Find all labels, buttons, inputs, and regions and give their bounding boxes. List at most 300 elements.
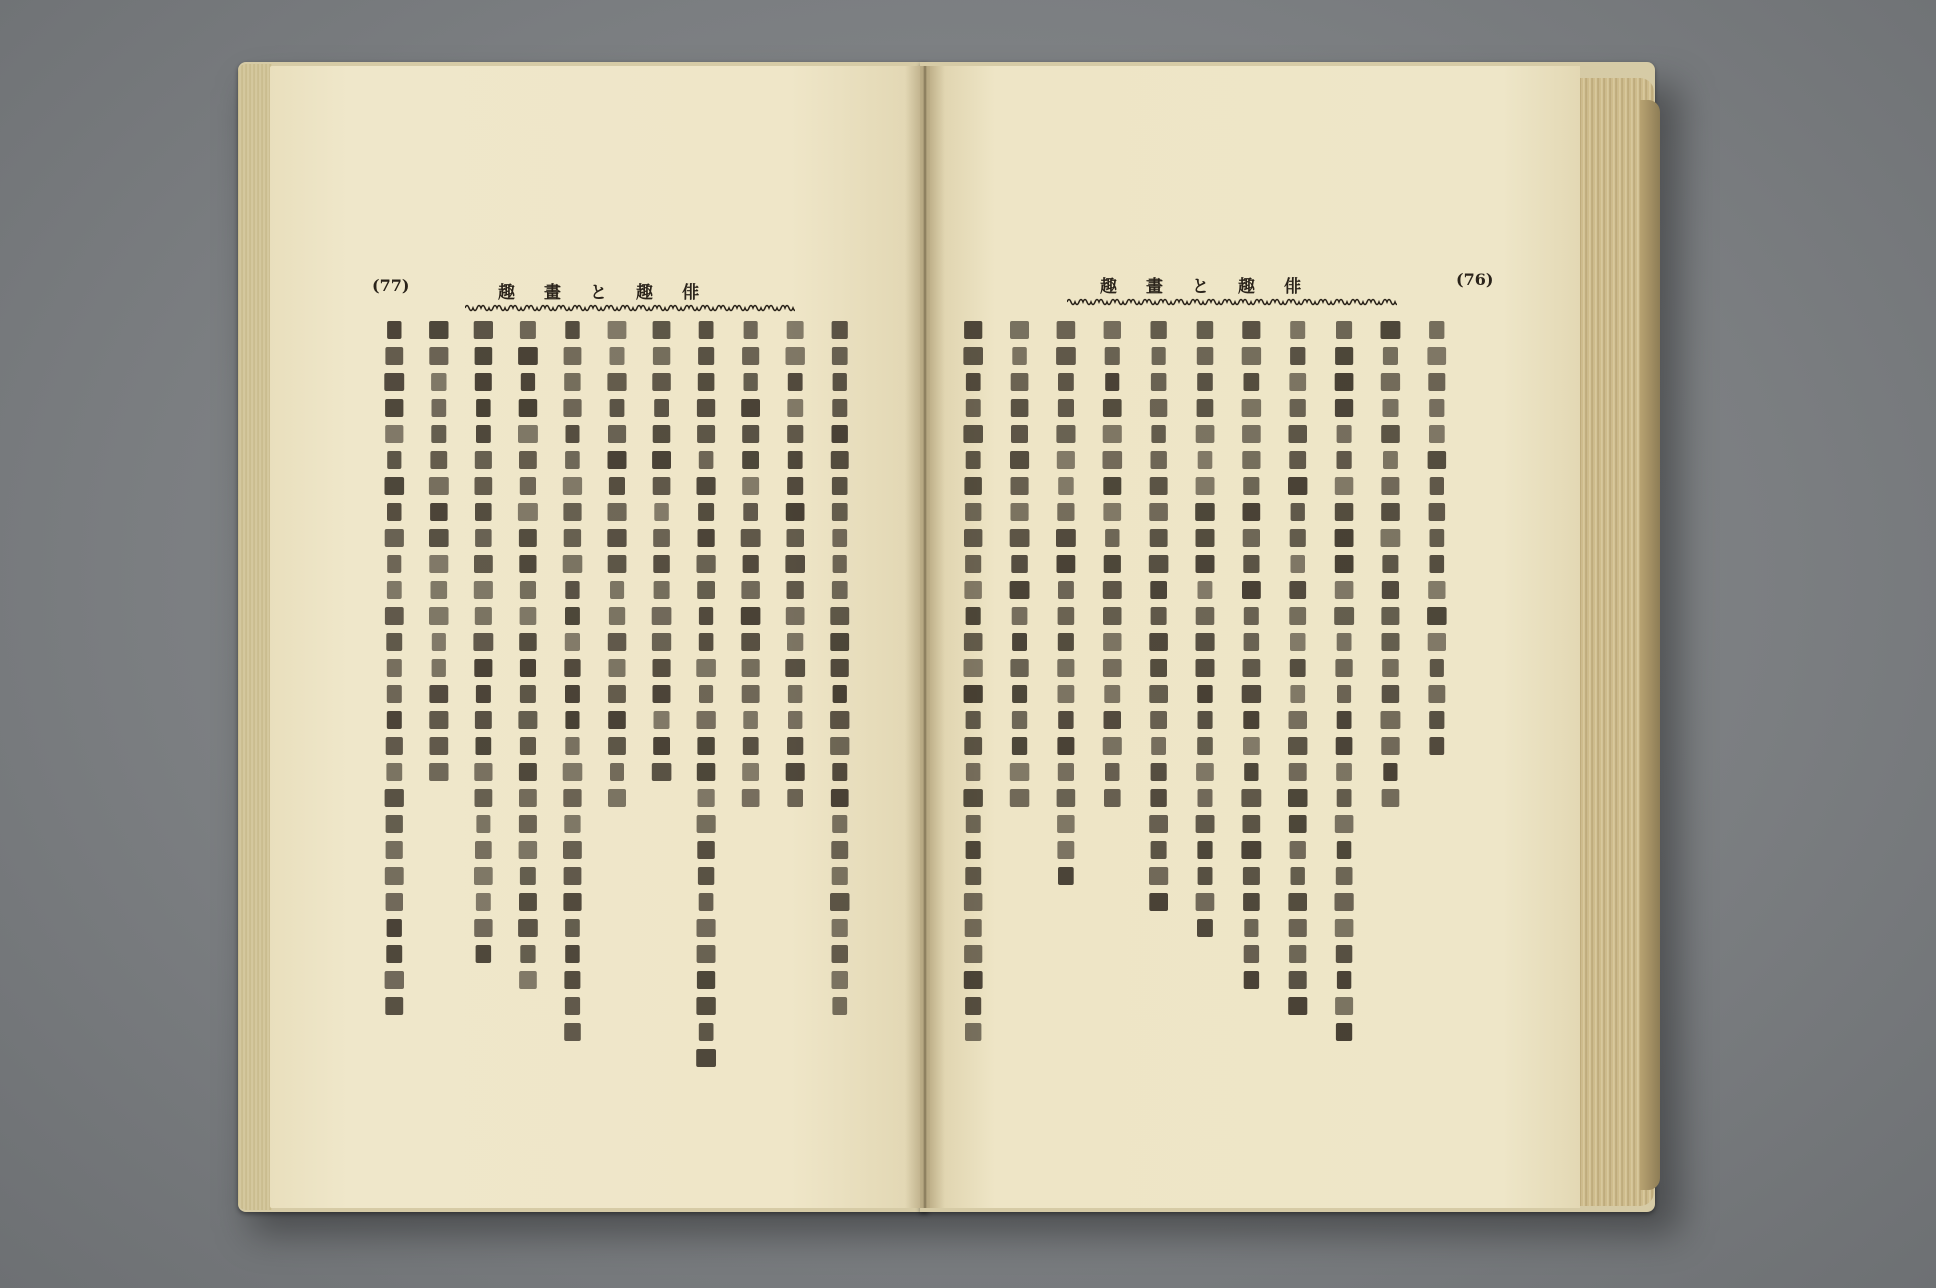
glyph-mark [1243, 503, 1261, 521]
glyph-mark [429, 347, 448, 365]
glyph-mark [832, 503, 848, 521]
glyph-mark [1150, 529, 1168, 547]
glyph-mark [1011, 373, 1029, 391]
glyph-mark [696, 997, 715, 1015]
glyph-mark [608, 633, 627, 651]
glyph-mark [387, 581, 402, 599]
glyph-mark [519, 633, 537, 651]
glyph-mark [1196, 659, 1215, 677]
glyph-mark [1104, 711, 1122, 729]
glyph-mark [564, 971, 580, 989]
glyph-mark [697, 555, 716, 573]
glyph-mark [475, 451, 492, 469]
glyph-mark [1383, 451, 1398, 469]
glyph-mark [429, 685, 448, 703]
glyph-mark [1243, 555, 1259, 573]
glyph-mark [964, 893, 983, 911]
glyph-mark [608, 685, 626, 703]
glyph-mark [563, 555, 583, 573]
glyph-mark [654, 711, 670, 729]
glyph-mark [830, 711, 849, 729]
glyph-mark [1289, 373, 1306, 391]
glyph-mark [608, 737, 626, 755]
glyph-mark [1105, 373, 1119, 391]
glyph-mark [697, 815, 716, 833]
glyph-mark [1335, 555, 1354, 573]
glyph-mark [1104, 789, 1121, 807]
glyph-mark [743, 555, 759, 573]
glyph-mark [653, 659, 671, 677]
glyph-mark [1056, 529, 1076, 547]
glyph-mark [1058, 867, 1074, 885]
text-column [696, 321, 716, 1067]
glyph-mark [520, 321, 536, 339]
glyph-mark [785, 555, 805, 573]
glyph-mark [565, 711, 579, 729]
glyph-mark [1336, 321, 1352, 339]
glyph-mark [1288, 737, 1307, 755]
glyph-mark [474, 581, 493, 599]
glyph-mark [1289, 971, 1307, 989]
glyph-mark [518, 347, 538, 365]
text-column [384, 321, 404, 1015]
glyph-mark [387, 451, 401, 469]
glyph-mark [1057, 451, 1075, 469]
glyph-mark [563, 503, 581, 521]
glyph-mark [1428, 581, 1445, 599]
glyph-mark [1381, 737, 1399, 755]
glyph-mark [787, 477, 803, 495]
glyph-mark [519, 399, 538, 417]
glyph-mark [1151, 607, 1167, 625]
glyph-mark [787, 789, 803, 807]
glyph-mark [1335, 659, 1352, 677]
glyph-mark [1242, 425, 1261, 443]
glyph-mark [1288, 789, 1308, 807]
glyph-mark [1197, 919, 1213, 937]
book-gutter [905, 66, 945, 1208]
glyph-mark [966, 373, 981, 391]
glyph-mark [698, 373, 715, 391]
glyph-mark [653, 685, 671, 703]
glyph-mark [386, 841, 403, 859]
glyph-mark [1429, 711, 1444, 729]
glyph-mark [964, 945, 982, 963]
glyph-mark [1244, 607, 1259, 625]
glyph-mark [1381, 607, 1399, 625]
glyph-mark [832, 945, 849, 963]
glyph-mark [965, 503, 981, 521]
glyph-mark [1290, 633, 1306, 651]
glyph-mark [1242, 581, 1261, 599]
glyph-mark [1289, 711, 1308, 729]
glyph-mark [1198, 789, 1213, 807]
glyph-mark [1149, 893, 1168, 911]
glyph-mark [1011, 425, 1028, 443]
glyph-mark [1337, 971, 1351, 989]
glyph-mark [1012, 711, 1027, 729]
glyph-mark [1288, 893, 1307, 911]
glyph-mark [744, 373, 758, 391]
glyph-mark [965, 867, 981, 885]
glyph-mark [563, 789, 581, 807]
glyph-mark [1383, 399, 1399, 417]
glyph-mark [1058, 399, 1074, 417]
glyph-mark [518, 711, 537, 729]
glyph-mark [387, 685, 402, 703]
glyph-mark [832, 815, 847, 833]
glyph-mark [475, 711, 492, 729]
glyph-mark [833, 685, 847, 703]
glyph-mark [1149, 633, 1168, 651]
glyph-mark [1057, 737, 1074, 755]
glyph-mark [1429, 737, 1444, 755]
glyph-mark [474, 659, 492, 677]
glyph-mark [1335, 893, 1354, 911]
glyph-mark [832, 321, 848, 339]
glyph-mark [476, 893, 491, 911]
glyph-mark [563, 399, 581, 417]
glyph-mark [475, 503, 492, 521]
glyph-mark [565, 607, 580, 625]
glyph-mark [564, 659, 580, 677]
glyph-mark [1196, 893, 1215, 911]
glyph-mark [786, 503, 805, 521]
glyph-mark [1103, 399, 1122, 417]
glyph-mark [788, 685, 803, 703]
glyph-mark [1291, 503, 1305, 521]
glyph-mark [1010, 789, 1030, 807]
glyph-mark [1151, 321, 1167, 339]
glyph-mark [1010, 763, 1030, 781]
glyph-mark [696, 659, 716, 677]
glyph-mark [1381, 503, 1400, 521]
glyph-mark [698, 789, 715, 807]
glyph-mark [741, 399, 760, 417]
glyph-mark [385, 867, 404, 885]
glyph-mark [1196, 607, 1215, 625]
glyph-mark [607, 529, 626, 547]
glyph-mark [386, 763, 402, 781]
glyph-mark [1381, 373, 1400, 391]
glyph-mark [787, 633, 803, 651]
glyph-mark [386, 893, 403, 911]
glyph-mark [1289, 581, 1306, 599]
glyph-mark [1337, 711, 1352, 729]
glyph-mark [610, 347, 625, 365]
glyph-mark [563, 893, 581, 911]
glyph-mark [608, 503, 627, 521]
glyph-mark [1198, 711, 1213, 729]
glyph-mark [654, 581, 670, 599]
glyph-mark [385, 347, 403, 365]
right-body-text [950, 318, 1460, 1108]
glyph-mark [476, 425, 491, 443]
glyph-mark [1057, 659, 1074, 677]
glyph-mark [833, 555, 847, 573]
glyph-mark [832, 997, 847, 1015]
glyph-mark [475, 841, 492, 859]
glyph-mark [386, 815, 403, 833]
glyph-mark [387, 711, 402, 729]
glyph-mark [1289, 607, 1306, 625]
glyph-mark [1151, 451, 1167, 469]
glyph-mark [1428, 373, 1445, 391]
glyph-mark [1290, 685, 1305, 703]
glyph-mark [520, 607, 537, 625]
glyph-mark [1290, 659, 1306, 677]
glyph-mark [429, 555, 448, 573]
glyph-mark [475, 373, 492, 391]
glyph-mark [742, 477, 759, 495]
glyph-mark [1195, 503, 1215, 521]
glyph-mark [386, 737, 403, 755]
glyph-mark [1244, 763, 1258, 781]
glyph-mark [1430, 555, 1445, 573]
glyph-mark [1104, 685, 1120, 703]
left-head-rule [465, 302, 795, 314]
glyph-mark [565, 919, 580, 937]
glyph-mark [742, 425, 759, 443]
glyph-mark [1244, 945, 1259, 963]
left-page-number: (77) [372, 276, 410, 295]
glyph-mark [1382, 633, 1400, 651]
glyph-mark [787, 399, 803, 417]
glyph-mark [565, 451, 580, 469]
glyph-mark [519, 529, 537, 547]
glyph-mark [743, 737, 759, 755]
glyph-mark [742, 685, 760, 703]
glyph-mark [697, 581, 715, 599]
glyph-mark [1196, 815, 1215, 833]
glyph-mark [1382, 659, 1399, 677]
glyph-mark [1103, 503, 1121, 521]
glyph-mark [787, 737, 803, 755]
glyph-mark [1198, 451, 1213, 469]
text-column [1241, 321, 1261, 989]
glyph-mark [741, 607, 761, 625]
glyph-mark [788, 711, 802, 729]
glyph-mark [1103, 659, 1122, 677]
glyph-mark [1242, 685, 1261, 703]
glyph-mark [652, 373, 671, 391]
glyph-mark [474, 555, 493, 573]
glyph-mark [609, 659, 626, 677]
glyph-mark [1244, 373, 1260, 391]
glyph-mark [1381, 529, 1401, 547]
glyph-mark [1197, 737, 1213, 755]
glyph-mark [1382, 555, 1398, 573]
glyph-mark [1336, 763, 1352, 781]
glyph-mark [1381, 711, 1401, 729]
glyph-mark [430, 737, 449, 755]
glyph-mark [1057, 321, 1076, 339]
glyph-mark [699, 451, 714, 469]
glyph-mark [1103, 607, 1122, 625]
glyph-mark [476, 737, 492, 755]
glyph-mark [1336, 867, 1353, 885]
glyph-mark [788, 451, 803, 469]
glyph-mark [1381, 321, 1401, 339]
glyph-mark [386, 633, 402, 651]
glyph-mark [1337, 789, 1352, 807]
glyph-mark [697, 971, 715, 989]
glyph-mark [1150, 789, 1166, 807]
glyph-mark [519, 789, 537, 807]
glyph-mark [1290, 347, 1305, 365]
glyph-mark [430, 451, 447, 469]
glyph-mark [385, 477, 405, 495]
glyph-mark [476, 399, 491, 417]
glyph-mark [565, 633, 580, 651]
glyph-mark [610, 581, 624, 599]
glyph-mark [697, 919, 716, 937]
glyph-mark [963, 789, 983, 807]
glyph-mark [1383, 347, 1398, 365]
glyph-mark [743, 711, 758, 729]
glyph-mark [1242, 451, 1260, 469]
glyph-mark [963, 425, 983, 443]
glyph-mark [741, 581, 760, 599]
glyph-mark [966, 841, 981, 859]
glyph-mark [1152, 347, 1166, 365]
glyph-mark [1288, 997, 1307, 1015]
glyph-mark [1011, 555, 1028, 573]
glyph-mark [1150, 477, 1168, 495]
glyph-mark [608, 555, 627, 573]
glyph-mark [429, 321, 448, 339]
glyph-mark [1197, 321, 1214, 339]
glyph-mark [1103, 477, 1121, 495]
glyph-mark [1429, 399, 1444, 417]
glyph-mark [699, 633, 714, 651]
glyph-mark [653, 529, 670, 547]
glyph-mark [698, 503, 714, 521]
glyph-mark [609, 607, 625, 625]
glyph-mark [1197, 373, 1213, 391]
glyph-mark [832, 399, 847, 417]
glyph-mark [1243, 659, 1261, 677]
glyph-mark [832, 347, 848, 365]
glyph-mark [786, 607, 805, 625]
glyph-mark [1427, 347, 1446, 365]
text-column [607, 321, 626, 807]
glyph-mark [1289, 815, 1307, 833]
glyph-mark [565, 997, 580, 1015]
glyph-mark [1149, 867, 1168, 885]
glyph-mark [697, 945, 716, 963]
glyph-mark [519, 815, 537, 833]
text-column [1195, 321, 1215, 937]
glyph-mark [1335, 815, 1354, 833]
glyph-mark [608, 711, 626, 729]
glyph-mark [385, 971, 404, 989]
glyph-mark [1057, 555, 1076, 573]
glyph-mark [696, 1049, 716, 1067]
glyph-mark [564, 815, 580, 833]
glyph-mark [832, 581, 848, 599]
glyph-mark [1105, 529, 1119, 547]
glyph-mark [964, 321, 982, 339]
glyph-mark [476, 685, 491, 703]
glyph-mark [744, 321, 758, 339]
glyph-mark [1151, 763, 1167, 781]
glyph-mark [432, 633, 446, 651]
text-column [1010, 321, 1030, 807]
glyph-mark [564, 1023, 581, 1041]
glyph-mark [387, 321, 401, 339]
glyph-mark [1289, 919, 1307, 937]
glyph-mark [1290, 321, 1305, 339]
glyph-mark [476, 815, 490, 833]
glyph-mark [966, 711, 981, 729]
glyph-mark [1428, 633, 1446, 651]
glyph-mark [653, 555, 670, 573]
glyph-mark [964, 737, 982, 755]
glyph-mark [520, 867, 536, 885]
glyph-mark [608, 425, 626, 443]
glyph-mark [476, 945, 492, 963]
left-running-head: 趣 畫 と 趣 俳 [498, 283, 705, 303]
glyph-mark [565, 321, 579, 339]
glyph-mark [652, 451, 671, 469]
glyph-mark [1105, 763, 1120, 781]
glyph-mark [832, 971, 849, 989]
glyph-mark [1012, 633, 1027, 651]
glyph-mark [654, 503, 669, 521]
glyph-mark [607, 373, 626, 391]
glyph-mark [1151, 737, 1166, 755]
glyph-mark [1058, 711, 1073, 729]
glyph-mark [1197, 347, 1214, 365]
glyph-mark [1428, 685, 1445, 703]
glyph-mark [1058, 685, 1075, 703]
glyph-mark [519, 841, 538, 859]
glyph-mark [1291, 867, 1305, 885]
glyph-mark [520, 659, 536, 677]
glyph-mark [385, 399, 403, 417]
glyph-mark [519, 893, 537, 911]
glyph-mark [787, 529, 805, 547]
glyph-mark [1243, 477, 1259, 495]
glyph-mark [1382, 789, 1400, 807]
glyph-mark [785, 659, 805, 677]
glyph-mark [564, 373, 580, 391]
text-column [1334, 321, 1354, 1041]
text-column [1427, 321, 1447, 755]
glyph-mark [1058, 607, 1075, 625]
glyph-mark [431, 425, 446, 443]
glyph-mark [521, 373, 535, 391]
text-column [785, 321, 805, 807]
glyph-mark [1151, 425, 1165, 443]
glyph-mark [832, 425, 848, 443]
glyph-mark [830, 893, 850, 911]
glyph-mark [520, 945, 535, 963]
glyph-mark [1197, 685, 1213, 703]
glyph-mark [1241, 789, 1261, 807]
glyph-mark [965, 919, 982, 937]
glyph-mark [431, 581, 448, 599]
glyph-mark [1291, 555, 1306, 573]
glyph-mark [1150, 659, 1167, 677]
glyph-mark [1103, 737, 1122, 755]
glyph-mark [1196, 425, 1215, 443]
glyph-mark [1103, 425, 1122, 443]
glyph-mark [475, 347, 493, 365]
glyph-mark [832, 477, 848, 495]
glyph-mark [518, 425, 538, 443]
